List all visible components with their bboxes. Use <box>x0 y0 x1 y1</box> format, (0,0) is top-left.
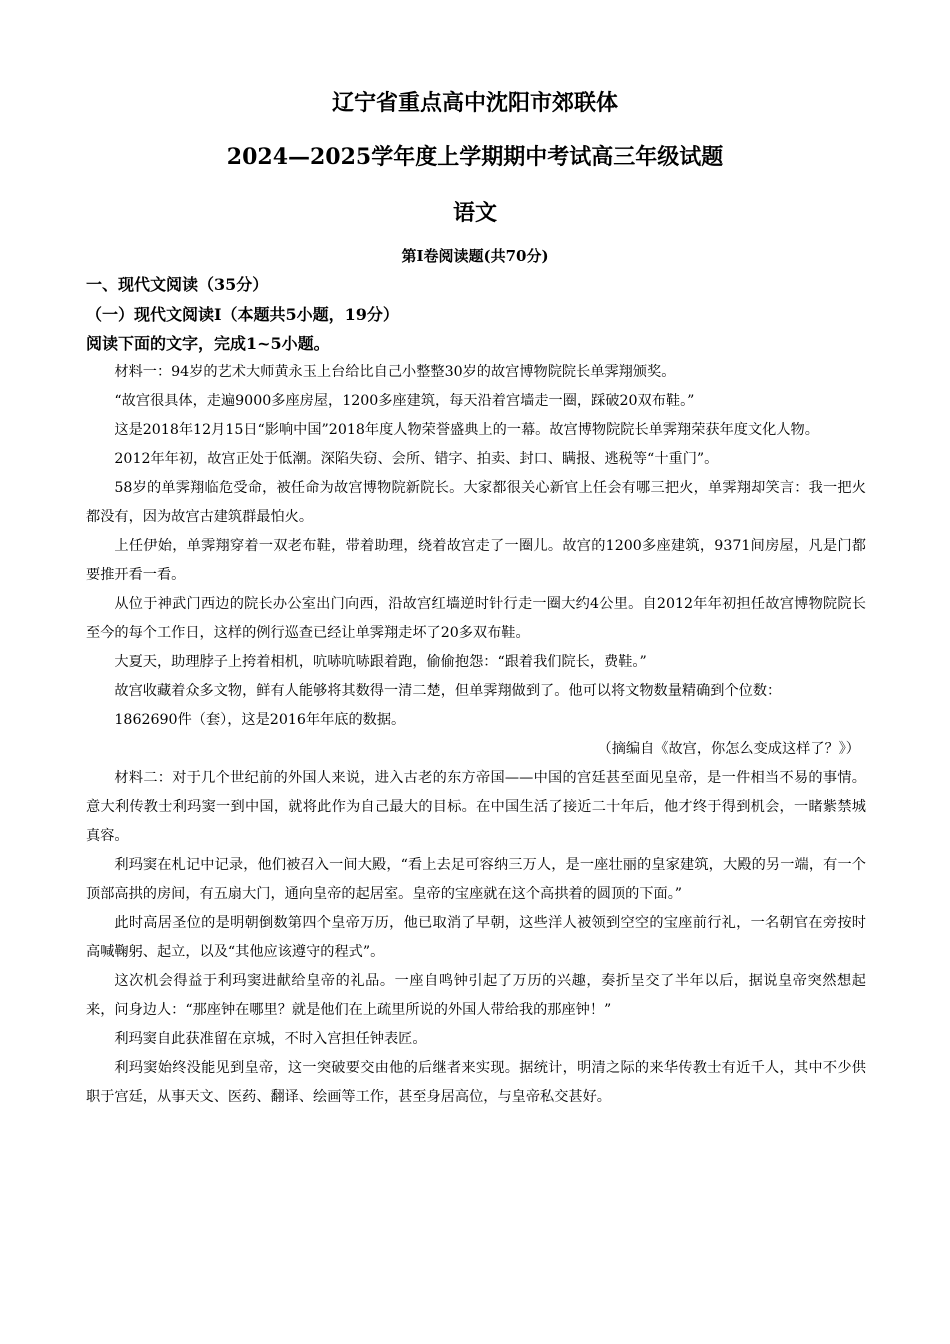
paragraph: 1862690件（套），这是2016年年底的数据。 <box>114 712 406 728</box>
paragraph: 材料二：对于几个世纪前的外国人来说，进入古老的东方帝国——中国的宫廷甚至面见皇帝，是一件相当不易的事情。意大利传教士利玛窦一到中国，就将此作为自己最大的目标。在中国生活了接近二十年后，他才终于得到机会，一睹紫禁城真容。 <box>86 770 866 844</box>
source-citation: （摘编自《故宫，你怎么变成这样了？》） <box>597 741 860 757</box>
exam-title: 2024—2025学年度上学期期中考试高三年级试题 <box>226 144 724 170</box>
paragraph: 故宫收藏着众多文物，鲜有人能够将其数得一清二楚，但单霁翔做到了。他可以将文物数量精确到个位数： <box>114 683 782 699</box>
paragraph: 2012年年初，故宫正处于低潮。深陷失窃、会所、错字、拍卖、封口、瞒报、逃税等“十重门”。 <box>114 451 719 467</box>
reading-instruction: 阅读下面的文字，完成1~5小题。 <box>86 334 330 353</box>
part-title: 第I卷阅读题(共70分) <box>401 247 549 265</box>
subject-title: 语文 <box>452 200 497 226</box>
paragraph: 这是2018年12月15日“影响中国”2018年度人物荣誉盛典上的一幕。故宫博物院院长单霁翔荣获年度文化人物。 <box>114 422 819 438</box>
paragraph: 利玛窦自此获准留在京城，不时入宫担任钟表匠。 <box>114 1031 427 1047</box>
paragraph: 利玛窦在札记中记录，他们被召入一间大殿，“看上去足可容纳三万人，是一座壮丽的皇家建筑，大殿的另一端，有一个顶部高拱的房间，有五扇大门，通向皇帝的起居室。皇帝的宝座就在这个高拱着的圆顶的下面。” <box>86 857 866 902</box>
paragraph: 利玛窦始终没能见到皇帝，这一突破要交由他的后继者来实现。据统计，明清之际的来华传教士有近千人，其中不少供职于宫廷，从事天文、医药、翻译、绘画等工作，甚至身居高位，与皇帝私交甚好。 <box>86 1060 866 1105</box>
school-title: 辽宁省重点高中沈阳市郊联体 <box>331 90 618 116</box>
paragraph: 大夏天，助理脖子上挎着相机，吭哧吭哧跟着跑，偷偷抱怨：“跟着我们院长，费鞋。” <box>114 654 647 670</box>
paragraph: 58岁的单霁翔临危受命，被任命为故宫博物院新院长。大家都很关心新官上任会有哪三把火，单霁翔却笑言：我一把火都没有，因为故宫古建筑群最怕火。 <box>86 480 866 525</box>
paragraph: “故宫很具体，走遍9000多座房屋，1200多座建筑，每天沿着宫墙走一圈，踩破20双布鞋。” <box>114 393 695 409</box>
paragraph: 这次机会得益于利玛窦进献给皇帝的礼品。一座自鸣钟引起了万历的兴趣，奏折呈交了半年以后，据说皇帝突然想起来，问身边人：“那座钟在哪里？就是他们在上疏里所说的外国人带给我的那座钟！” <box>86 973 866 1018</box>
paragraph: 材料一：94岁的艺术大师黄永玉上台给比自己小整整30岁的故宫博物院院长单霁翔颁奖。 <box>114 364 676 380</box>
subsection-heading: （一）现代文阅读I（本题共5小题，19分） <box>86 305 399 324</box>
section-heading: 一、现代文阅读（35分） <box>86 275 269 294</box>
paragraph: 此时高居圣位的是明朝倒数第四个皇帝万历，他已取消了早朝，这些洋人被领到空空的宝座前行礼，一名朝官在旁按时高喊鞠躬、起立，以及“其他应该遵守的程式”。 <box>86 915 866 960</box>
paragraph: 上任伊始，单霁翔穿着一双老布鞋，带着助理，绕着故宫走了一圈儿。故宫的1200多座建筑，9371间房屋，凡是门都要推开看一看。 <box>86 538 866 583</box>
paragraph: 从位于神武门西边的院长办公室出门向西，沿故宫红墙逆时针行走一圈大约4公里。自2012年年初担任故宫博物院院长至今的每个工作日，这样的例行巡查已经让单霁翔走坏了20多双布鞋。 <box>86 596 866 641</box>
reading-passage <box>86 358 866 1112</box>
